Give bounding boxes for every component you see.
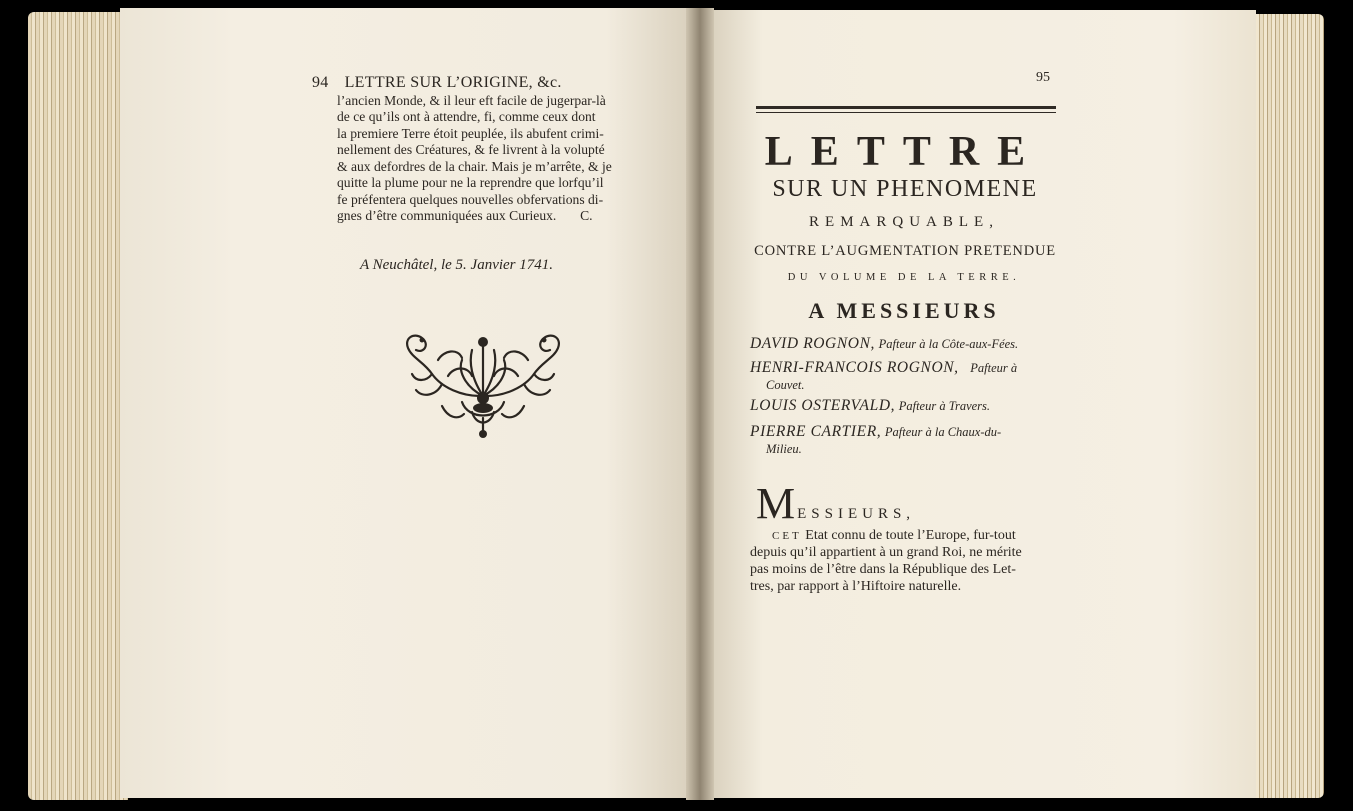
dedicatee-name: PIERRE CARTIER,	[750, 423, 882, 440]
salutation-rest: ESSIEURS,	[797, 506, 916, 522]
dedicatee-role-continued	[766, 377, 805, 394]
left-body-line: la premiere Terre étoit peuplée, ils abufent crimi-	[337, 126, 604, 141]
paragraph-line: tres, par rapport à l’Hiftoire naturelle.	[750, 579, 962, 594]
right-page-number: 95	[1036, 70, 1050, 85]
right-page-edges	[1252, 14, 1324, 798]
dedicatee-entry	[750, 359, 1017, 377]
dedicatee-role: Pafteur à	[970, 361, 1018, 375]
left-running-head	[312, 74, 562, 92]
dedicatee-entry	[750, 335, 1018, 353]
dedication-heading: A MESSIEURS	[808, 298, 1000, 323]
title-line-3: REMARQUABLE,	[809, 214, 999, 230]
left-page-edges	[28, 12, 128, 800]
dedicatee-name: HENRI-FRANCOIS ROGNON,	[750, 359, 959, 376]
dedicatee-name: LOUIS OSTERVALD,	[750, 397, 896, 414]
book-gutter	[686, 8, 714, 800]
left-body-line: fe préfentera quelques nouvelles obfervations di-	[337, 192, 604, 207]
left-body-line: gnes d’être communiquées aux Curieux. C.	[337, 208, 593, 223]
paragraph-lead: CET	[772, 530, 802, 542]
left-page-number: 94	[312, 74, 329, 91]
signoff-dateline: A Neuchâtel, le 5. Janvier 1741.	[360, 257, 554, 273]
dedicatee-entry	[750, 423, 1001, 441]
open-book	[28, 8, 1324, 803]
left-body-line: quitte la plume pour ne la reprendre que lorfqu’il	[337, 175, 604, 190]
floral-vignette-icon	[402, 326, 564, 440]
dedicatee-role: Pafteur à la Chaux-du-	[884, 425, 1002, 439]
title-line-5: DU VOLUME DE LA TERRE.	[787, 272, 1021, 283]
running-head-title: LETTRE SUR L’ORIGINE, &c.	[344, 74, 562, 91]
dedicatee-role-cont-text: Milieu.	[766, 442, 802, 456]
dedicatee-role-continued	[766, 441, 802, 458]
dedicatee-entry	[750, 397, 990, 415]
dedicatee-name: DAVID ROGNON,	[750, 335, 875, 352]
left-body-line: de ce qu’ils ont à attendre, fi, comme ceux dont	[337, 109, 596, 124]
paragraph-line: pas moins de l’être dans la République des Let-	[750, 562, 1016, 577]
dedicatee-role-cont-text: Couvet.	[766, 378, 805, 392]
salutation-initial: M	[756, 479, 796, 528]
salutation	[756, 478, 915, 529]
left-body-line: l’ancien Monde, & il leur eft facile de jugerpar-là	[337, 93, 606, 108]
left-body-line: nellement des Créatures, & fe livrent à la volupté	[337, 142, 605, 157]
title-line-2: SUR UN PHENOMENE	[772, 176, 1038, 202]
dedicatee-role: Pafteur à la Côte-aux-Fées.	[878, 337, 1019, 351]
paragraph-text: Etat connu de toute l’Europe, fur-tout	[805, 528, 1016, 543]
left-body-line: & aux defordres de la chair. Mais je m’arrête, & je	[337, 159, 612, 174]
title-line-main: LETTRE	[764, 129, 1044, 175]
paragraph-line	[772, 528, 1016, 545]
title-line-4: CONTRE L’AUGMENTATION PRETENDUE	[754, 243, 1056, 259]
paragraph-line: depuis qu’il appartient à un grand Roi, ne mérite	[750, 545, 1022, 560]
head-rule-thick	[756, 106, 1056, 109]
head-rule-thin	[756, 112, 1056, 113]
dedicatee-role: Pafteur à Travers.	[898, 399, 991, 413]
